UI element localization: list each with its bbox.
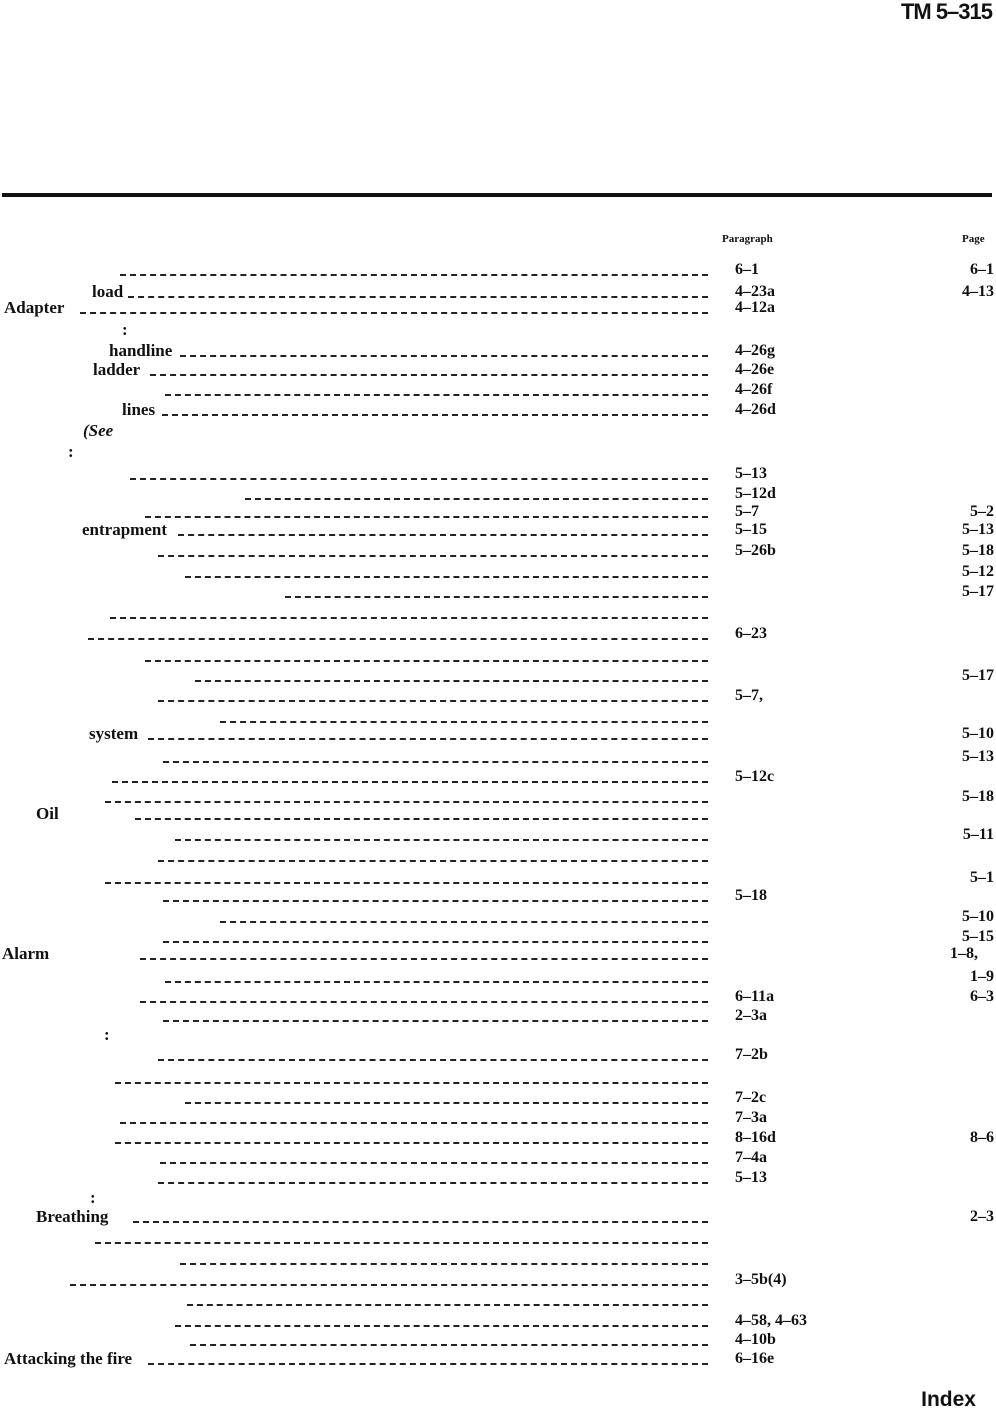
index-entry [0, 646, 996, 668]
entry-page: 5–13 [962, 748, 994, 765]
index-entry [0, 686, 996, 708]
entry-paragraph: 7–3a [735, 1109, 767, 1126]
entry-label: entrapment [82, 520, 167, 539]
entry-label: handline [109, 341, 173, 360]
entry-paragraph: 2–3a [735, 1007, 767, 1024]
dot-leader [140, 958, 708, 960]
index-entry [0, 967, 996, 989]
entry-page: 5–15 [962, 928, 994, 945]
dot-leader [110, 617, 708, 619]
entry-paragraph: 6–11a [735, 988, 775, 1005]
index-entry [0, 582, 996, 604]
entry-paragraph: 8–16d [735, 1129, 776, 1146]
index-entry [0, 624, 996, 646]
dot-leader [187, 1304, 708, 1306]
entry-label: load [92, 282, 124, 301]
entry-page: 5–17 [962, 667, 994, 684]
entry-page: 1–9 [970, 968, 994, 985]
page-column-header: Page [962, 233, 985, 245]
index-entry [0, 1207, 996, 1229]
entry-paragraph: 4–26d [735, 401, 776, 418]
entry-label: : [104, 1025, 110, 1044]
entry-paragraph: 5–13 [735, 465, 767, 482]
dot-leader [180, 355, 708, 357]
dot-leader [80, 312, 708, 314]
index-entry [0, 1349, 996, 1371]
index-entry [0, 464, 996, 486]
entry-label: lines [122, 400, 156, 419]
entry-page: 5–17 [962, 583, 994, 600]
index-entry [0, 1068, 996, 1090]
dot-leader [133, 1221, 708, 1223]
entry-label: : [68, 442, 74, 461]
index-entry [0, 724, 996, 746]
entry-page: 5–10 [962, 908, 994, 925]
entry-paragraph: 5–18 [735, 887, 767, 904]
entry-label: system [89, 724, 139, 743]
entry-label: : [122, 320, 128, 339]
dot-leader [163, 941, 708, 943]
entry-paragraph: 3–5b(4) [735, 1271, 787, 1288]
dot-leader [245, 498, 708, 500]
entry-page: 6–1 [970, 261, 994, 278]
dot-leader [145, 660, 708, 662]
dot-leader [165, 394, 708, 396]
dot-leader [165, 981, 708, 983]
dot-leader [195, 680, 708, 682]
dot-leader [220, 721, 708, 723]
dot-leader [112, 781, 708, 783]
index-entry [0, 825, 996, 847]
dot-leader [120, 1122, 708, 1124]
entry-page: 8–6 [970, 1129, 994, 1146]
dot-leader [163, 1020, 708, 1022]
dot-leader [95, 1242, 708, 1244]
entry-paragraph: 5–15 [735, 521, 767, 538]
dot-leader [162, 414, 708, 416]
entry-paragraph: 4–26f [735, 381, 773, 398]
dot-leader [178, 534, 708, 536]
dot-leader [158, 860, 708, 862]
index-entry [0, 320, 996, 342]
entry-page: 6–3 [970, 988, 994, 1005]
dot-leader [148, 738, 708, 740]
entry-paragraph: 4–23a [735, 283, 775, 300]
entry-paragraph: 4–26g [735, 342, 775, 359]
dot-leader [185, 576, 708, 578]
dot-leader [220, 921, 708, 923]
entry-paragraph: 6–16e [735, 1350, 775, 1367]
index-entry [0, 907, 996, 929]
dot-leader [163, 900, 708, 902]
index-entry [0, 1128, 996, 1150]
dot-leader [115, 1082, 708, 1084]
dot-leader [158, 1059, 708, 1061]
index-entry [0, 298, 996, 320]
paragraph-column-header: Paragraph [722, 233, 773, 245]
entry-paragraph: 5–12d [735, 485, 776, 502]
entry-label: Attacking the fire [4, 1349, 133, 1368]
index-entry [0, 1249, 996, 1271]
index-entry [0, 1168, 996, 1190]
dot-leader [115, 1142, 708, 1144]
dot-leader [145, 516, 708, 518]
index-entry [0, 520, 996, 542]
dot-leader [158, 700, 708, 702]
entry-paragraph: 5–26b [735, 542, 776, 559]
dot-leader [160, 1162, 708, 1164]
index-entry [0, 400, 996, 422]
index-entry [0, 944, 996, 966]
index-entry [0, 421, 996, 443]
entry-page: 1–8, [950, 945, 978, 962]
entry-paragraph: 5–7 [735, 503, 759, 520]
entry-label: (See [83, 421, 114, 440]
index-entry [0, 562, 996, 584]
entry-page: 5–18 [962, 788, 994, 805]
entry-page: 5–13 [962, 521, 994, 538]
dot-leader [190, 1344, 708, 1346]
entry-label: Adapter [4, 298, 65, 317]
dot-leader [88, 638, 708, 640]
index-entry [0, 1088, 996, 1110]
entry-page: 5–1 [970, 869, 994, 886]
index-entry [0, 1108, 996, 1130]
dot-leader [158, 555, 708, 557]
entry-paragraph: 5–12c [735, 768, 775, 785]
dot-leader [163, 761, 708, 763]
dot-leader [130, 478, 708, 480]
index-entry [0, 846, 996, 868]
dot-leader [135, 818, 708, 820]
dot-leader [180, 1263, 708, 1265]
index-entry [0, 747, 996, 769]
entry-page: 5–18 [962, 542, 994, 559]
dot-leader [150, 374, 708, 376]
entry-label: Breathing [36, 1207, 109, 1226]
index-entry [0, 767, 996, 789]
index-entry [0, 1045, 996, 1067]
document-id: TM 5–315 [900, 0, 992, 24]
entry-label: Oil [36, 804, 59, 823]
dot-leader [175, 1325, 708, 1327]
entry-paragraph: 4–26e [735, 361, 775, 378]
index-entry [0, 380, 996, 402]
entry-paragraph: 5–7, [735, 687, 763, 704]
entry-page: 5–12 [962, 563, 994, 580]
entry-paragraph: 5–13 [735, 1169, 767, 1186]
index-entry [0, 1290, 996, 1312]
dot-leader [70, 1284, 708, 1286]
header-rule [2, 193, 992, 197]
entry-page: 5–10 [962, 725, 994, 742]
entry-paragraph: 6–1 [735, 261, 759, 278]
entry-page: 4–13 [962, 283, 994, 300]
index-entry [0, 1025, 996, 1047]
dot-leader [148, 1363, 708, 1365]
entry-paragraph: 7–4a [735, 1149, 767, 1166]
section-label: Index [921, 1388, 976, 1411]
entry-paragraph: 6–23 [735, 625, 767, 642]
entry-label: Alarm [2, 944, 50, 963]
dot-leader [285, 596, 708, 598]
entry-paragraph: 7–2b [735, 1046, 768, 1063]
entry-paragraph: 4–10b [735, 1331, 776, 1348]
index-entry [0, 1228, 996, 1250]
entry-paragraph: 4–58, 4–63 [735, 1312, 807, 1329]
index-entry [0, 541, 996, 563]
index-entry [0, 886, 996, 908]
index-entry [0, 1270, 996, 1292]
dot-leader [175, 839, 708, 841]
index-entry [0, 666, 996, 688]
entry-page: 5–11 [962, 826, 994, 843]
index-entry [0, 603, 996, 625]
index-entry [0, 260, 996, 282]
entry-paragraph: 7–2c [735, 1089, 767, 1106]
dot-leader [120, 274, 708, 276]
dot-leader [105, 801, 708, 803]
entry-paragraph: 4–12a [735, 299, 775, 316]
dot-leader [140, 1001, 708, 1003]
entry-label: : [90, 1188, 96, 1207]
dot-leader [185, 1102, 708, 1104]
index-entry [0, 442, 996, 464]
entry-page: 5–2 [970, 503, 994, 520]
index-entry [0, 1148, 996, 1170]
entry-label: ladder [93, 360, 141, 379]
dot-leader [158, 1182, 708, 1184]
entry-page: 2–3 [970, 1208, 994, 1225]
index-entry [0, 360, 996, 382]
dot-leader [105, 882, 708, 884]
index-entry [0, 804, 996, 826]
